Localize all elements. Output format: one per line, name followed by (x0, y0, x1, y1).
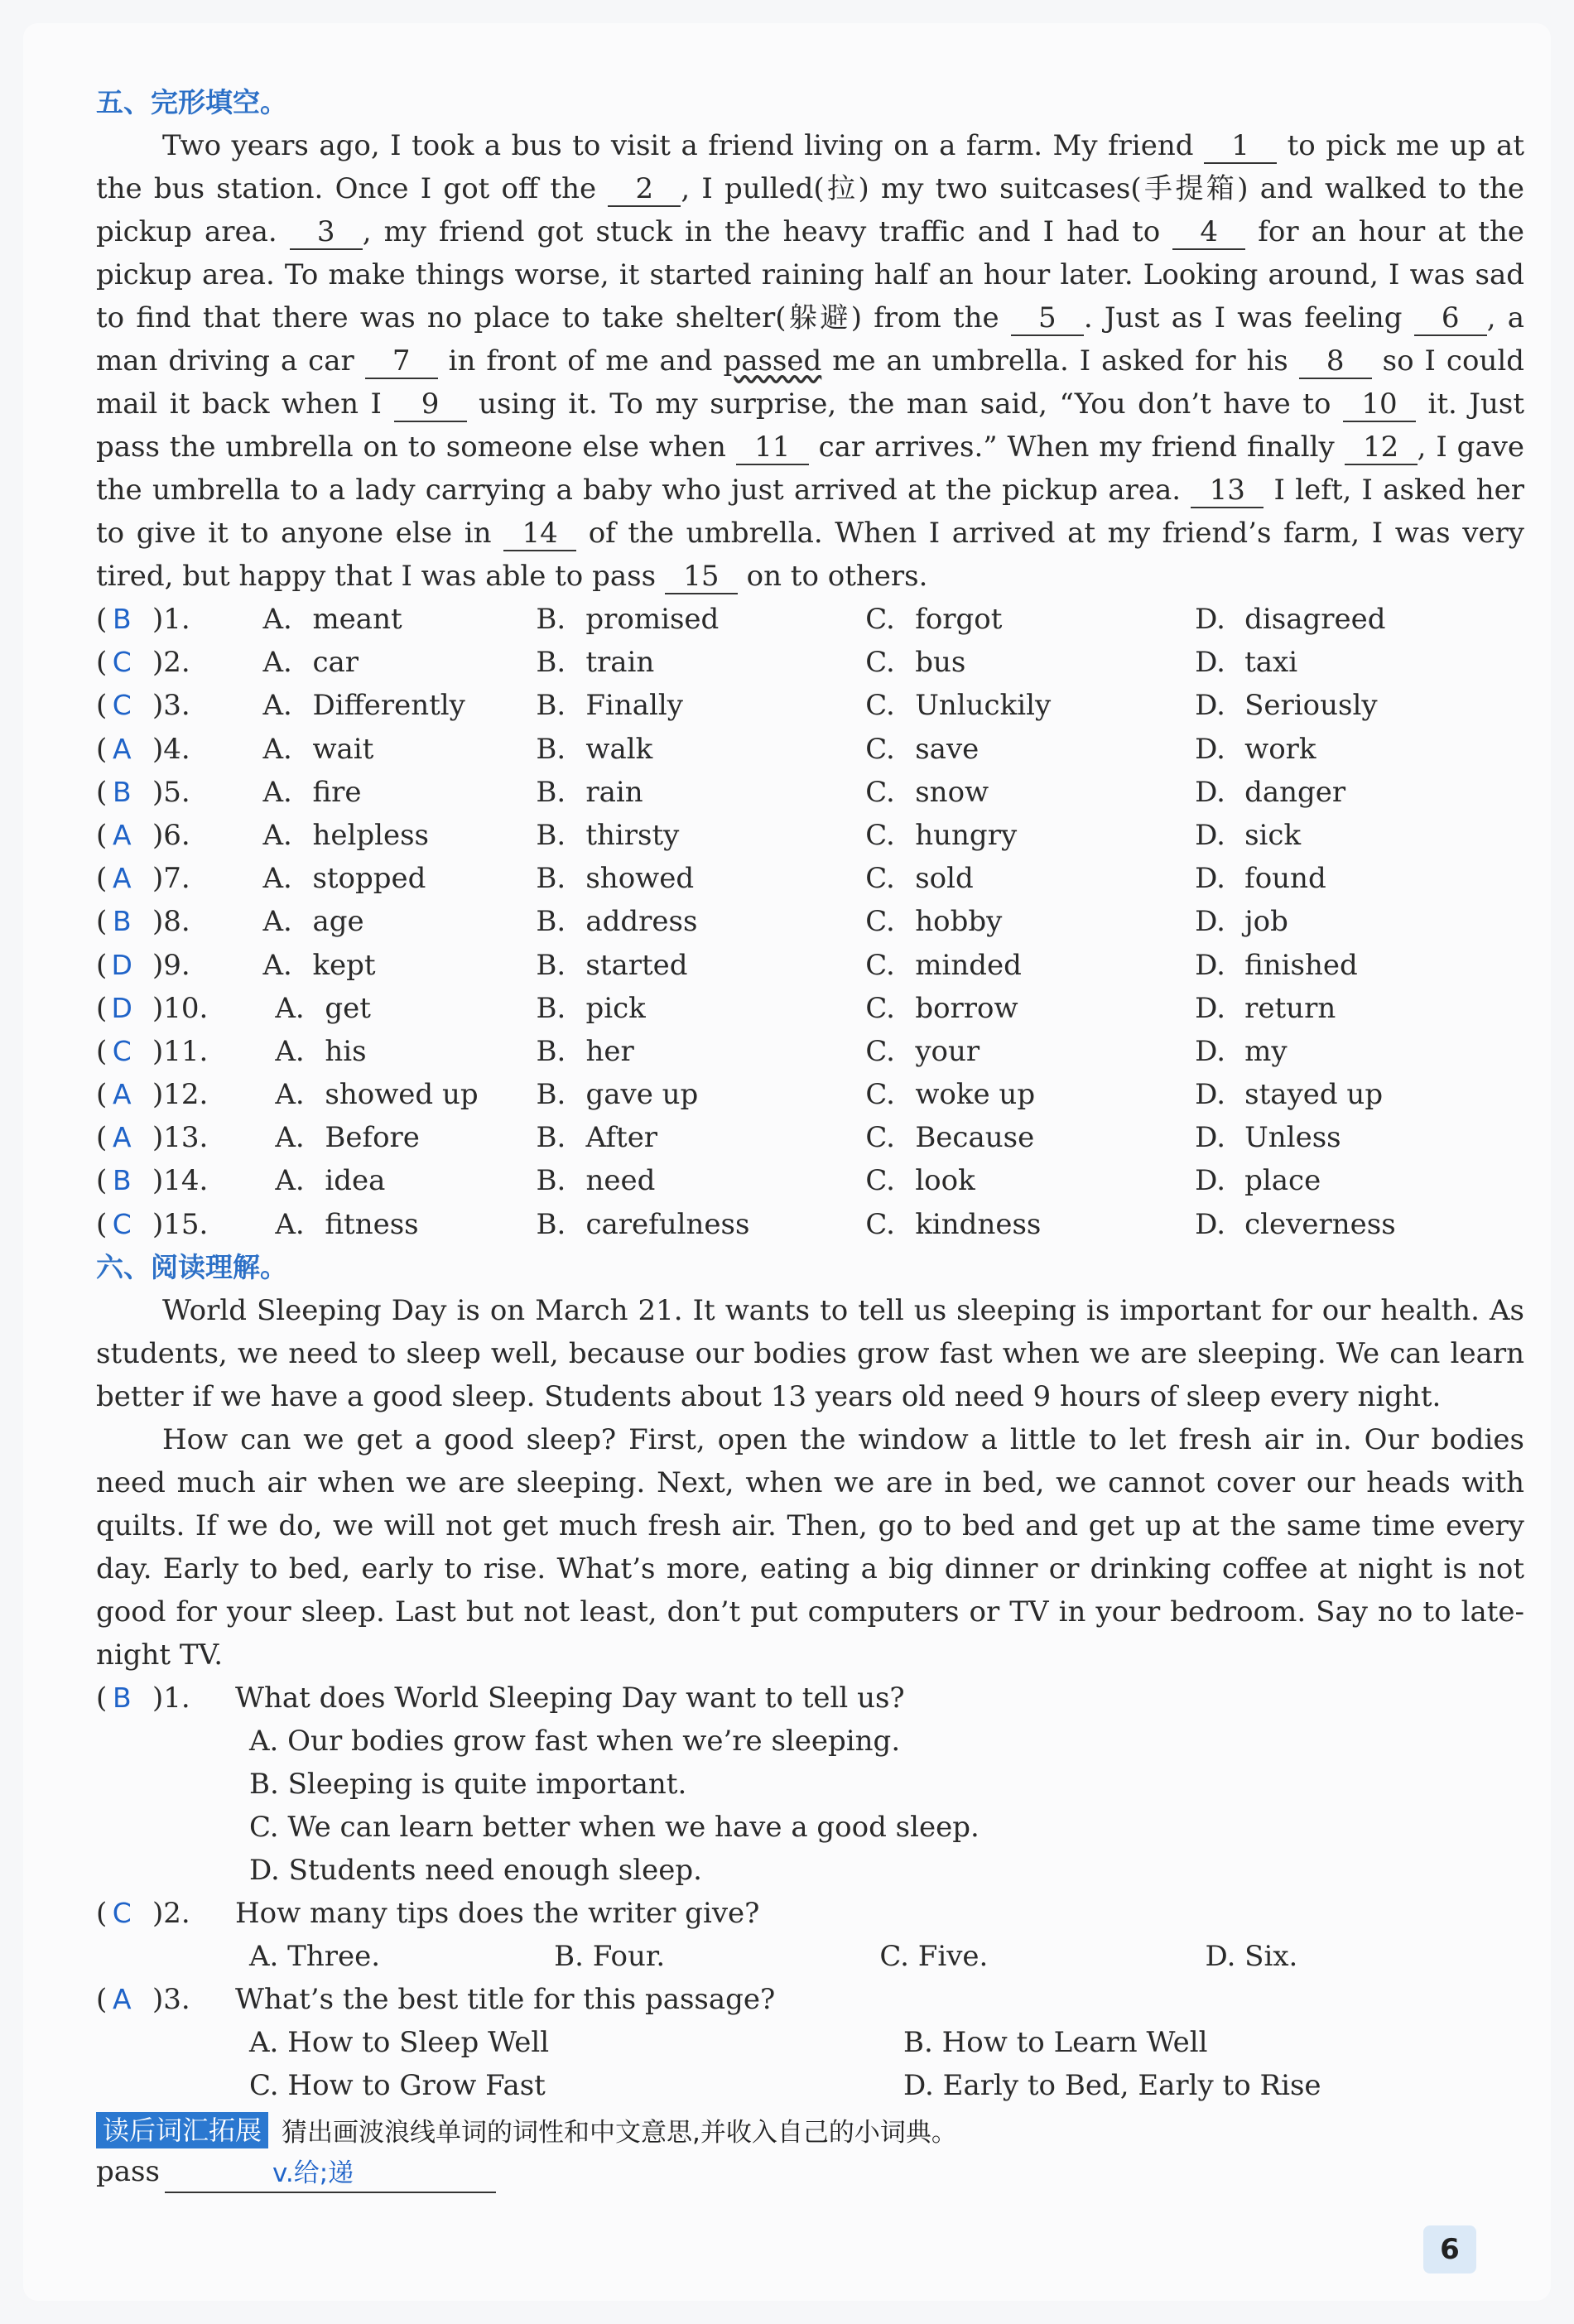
blank[interactable]: 4 (1172, 215, 1245, 250)
option-letter: A. (262, 603, 292, 636)
option-c[interactable]: forgot (915, 603, 1003, 636)
option-letter: C. (865, 905, 895, 939)
paren (96, 1978, 139, 2021)
cloze-text: Two years ago, I took a bus to visit a friend living on a farm. My friend (162, 129, 1205, 162)
option-b[interactable]: walk (585, 732, 653, 766)
answer[interactable]: C (112, 1207, 132, 1240)
paren-open: ( (96, 1164, 108, 1198)
option-letter: A. (275, 1207, 305, 1241)
paren-open: ( (96, 775, 108, 809)
option-list (96, 2021, 1524, 2107)
option-c[interactable]: look (915, 1164, 975, 1198)
answer[interactable]: B (112, 905, 132, 938)
option-a[interactable]: fire (312, 775, 362, 809)
paren-open: ( (96, 603, 108, 636)
option-c[interactable]: sold (915, 862, 974, 896)
cloze-text: of the umbrella. When I arrived at my friend’s farm, I was very tired, but happy that I was able to pass (96, 517, 1524, 593)
reading-question-1 (96, 1677, 1524, 1892)
option-list (96, 1720, 1524, 1892)
vocab-answer[interactable]: v.给;递 (165, 2155, 496, 2193)
answer[interactable]: A (112, 862, 132, 895)
option-letter: C. (865, 991, 895, 1025)
wavy-word: passed (723, 344, 822, 378)
option-letter: D. (1195, 1034, 1225, 1068)
paren (96, 1116, 139, 1159)
cloze-text: to pick me up at the bus station. Once I got off the (96, 129, 1524, 205)
option-letter: D. (1195, 948, 1225, 982)
section-title-cloze: 五、完形填空。 (96, 86, 287, 118)
option-d[interactable]: Seriously (1244, 689, 1378, 723)
option-a[interactable]: stopped (312, 862, 426, 896)
paren (96, 1892, 139, 1935)
paren (96, 987, 139, 1030)
option-d[interactable]: taxi (1244, 646, 1298, 680)
option-list (96, 1935, 1524, 1978)
cloze-text: it. Just pass the umbrella on to someone else when (96, 387, 1524, 464)
paren (96, 814, 139, 857)
option-b[interactable]: rain (585, 775, 643, 809)
paren-open: ( (96, 948, 108, 982)
paren (96, 1159, 139, 1202)
question-number: )12. (152, 1078, 209, 1112)
question-row (96, 1159, 1524, 1202)
paren (96, 1203, 139, 1246)
option-d[interactable]: D. Early to Bed, Early to Rise (903, 2068, 1321, 2102)
cloze-text: in front of me and (437, 344, 724, 378)
paren-open: ( (96, 1078, 108, 1112)
paren (96, 1030, 139, 1073)
blank[interactable]: 10 (1343, 387, 1416, 422)
question-number: )13. (152, 1121, 209, 1155)
option-letter: C. (865, 818, 895, 852)
option-d[interactable]: Unless (1244, 1121, 1341, 1155)
option-letter: A. (262, 689, 292, 723)
option-a[interactable]: Before (325, 1121, 420, 1155)
option-letter: B. (536, 948, 566, 982)
answer[interactable]: C (112, 1896, 132, 1929)
option-d[interactable]: sick (1244, 818, 1302, 852)
option-letter: D. (1195, 775, 1225, 809)
cloze-text: , a man driving a car (96, 301, 1525, 378)
option-letter: D. (1195, 862, 1225, 896)
answer[interactable]: B (112, 775, 132, 808)
option-letter: B. (536, 818, 566, 852)
paren-open: ( (96, 862, 108, 896)
question-number: )7. (152, 862, 190, 896)
option-letter: B. (536, 1034, 566, 1068)
option-letter: A. (262, 818, 292, 852)
answer[interactable]: A (112, 732, 132, 765)
option-a[interactable]: get (325, 991, 371, 1025)
option-letter: B. (536, 689, 566, 723)
blank[interactable]: 14 (503, 517, 576, 551)
option-b[interactable]: B. Sleeping is quite important. (249, 1767, 687, 1801)
option-letter: B. (536, 775, 566, 809)
option-c[interactable]: woke up (915, 1078, 1036, 1112)
question-number: )5. (152, 775, 190, 809)
question-row (96, 598, 1524, 641)
option-letter: B. (536, 862, 566, 896)
cloze-text: so I could mail it back when I (96, 344, 1524, 421)
option-letter: B. (536, 732, 566, 766)
option-d[interactable]: my (1244, 1034, 1288, 1068)
question-stem: What does World Sleeping Day want to tell us? (235, 1681, 905, 1715)
paren-open: ( (96, 732, 108, 766)
answer[interactable]: B (112, 1164, 132, 1197)
cloze-text: me an umbrella. I asked for his (821, 344, 1299, 378)
option-letter: D. (1195, 646, 1225, 680)
option-letter: C. (865, 775, 895, 809)
option-d[interactable]: stayed up (1244, 1078, 1384, 1112)
option-letter: A. (262, 646, 292, 680)
paren-open: ( (96, 1207, 108, 1241)
option-letter: C. (865, 1164, 895, 1198)
cloze-text: for an hour at the pickup area. To make things worse, it started raining half an hour later. Looking around, I was sad to find that there was no place to take shelter(躲避) from the (96, 215, 1524, 334)
option-letter: B. (536, 1164, 566, 1198)
cloze-text: , my friend got stuck in the heavy traffic and I had to (362, 215, 1173, 248)
paren-open: ( (96, 1681, 108, 1715)
cloze-text: . Just as I was feeling (1083, 301, 1414, 334)
option-letter: D. (1195, 1078, 1225, 1112)
option-a[interactable]: showed up (325, 1078, 479, 1112)
worksheet-content (96, 81, 1524, 2193)
paren (96, 1677, 139, 1720)
vocab-entry (96, 2150, 1524, 2193)
option-letter: A. (262, 862, 292, 896)
option-a[interactable]: A. How to Sleep Well (249, 2025, 550, 2059)
blank[interactable]: 7 (365, 344, 438, 379)
question-number: )1. (152, 603, 190, 636)
paren (96, 771, 139, 814)
option-c[interactable]: save (915, 732, 980, 766)
option-letter: C. (865, 689, 895, 723)
option-letter: B. (536, 991, 566, 1025)
option-c[interactable]: C. How to Grow Fast (249, 2068, 546, 2102)
cloze-passage (96, 124, 1524, 598)
question-row (96, 728, 1524, 771)
question-row (96, 814, 1524, 857)
option-letter: C. (865, 646, 895, 680)
vocab-tag: 读后词汇拓展 (96, 2112, 268, 2148)
option-a[interactable]: age (312, 905, 364, 939)
option-c[interactable]: Unluckily (915, 689, 1052, 723)
question-number: )15. (152, 1207, 209, 1241)
option-letter: A. (275, 1034, 305, 1068)
question-row (96, 900, 1524, 943)
option-d[interactable]: return (1244, 991, 1336, 1025)
question-row (96, 684, 1524, 727)
option-b[interactable]: need (585, 1164, 656, 1198)
option-letter: D. (1195, 818, 1225, 852)
blank[interactable]: 2 (608, 172, 681, 207)
paren (96, 728, 139, 771)
blank[interactable]: 3 (290, 215, 363, 250)
answer[interactable]: A (112, 1078, 132, 1111)
question-number: )3. (152, 1982, 190, 2016)
option-letter: C. (865, 1078, 895, 1112)
option-letter: A. (275, 991, 305, 1025)
paren-open: ( (96, 646, 108, 680)
option-d[interactable]: found (1244, 862, 1326, 896)
option-d[interactable]: work (1244, 732, 1316, 766)
option-c[interactable]: Because (915, 1121, 1035, 1155)
cloze-text: , I pulled(拉) my two suitcases(手提箱) and walked to the pickup area. (96, 172, 1524, 248)
option-b[interactable]: B. Four. (554, 1939, 666, 1973)
option-c[interactable]: your (915, 1034, 980, 1068)
option-a[interactable]: fitness (325, 1207, 419, 1241)
option-d[interactable]: place (1244, 1164, 1321, 1198)
question-number: )2. (152, 646, 190, 680)
question-number: )3. (152, 689, 190, 723)
option-letter: B. (536, 1207, 566, 1241)
option-a[interactable]: his (325, 1034, 367, 1068)
question-number: )14. (152, 1164, 209, 1198)
section-title-reading: 六、阅读理解。 (96, 1250, 287, 1283)
paren-open: ( (96, 1982, 108, 2016)
option-b[interactable]: showed (585, 862, 695, 896)
option-b[interactable]: carefulness (585, 1207, 750, 1241)
answer[interactable]: C (112, 646, 132, 679)
question-number: )10. (152, 991, 209, 1025)
option-b[interactable]: started (585, 948, 688, 982)
option-letter: D. (1195, 905, 1225, 939)
blank[interactable]: 13 (1191, 474, 1264, 508)
option-d[interactable]: finished (1244, 948, 1358, 982)
option-b[interactable]: promised (585, 603, 720, 636)
blank[interactable]: 15 (665, 560, 738, 594)
option-c[interactable]: snow (915, 775, 989, 809)
option-letter: B. (536, 1121, 566, 1155)
blank[interactable]: 8 (1299, 344, 1372, 379)
option-d[interactable]: D. Six. (1205, 1939, 1298, 1973)
option-a[interactable]: A. Our bodies grow fast when we’re sleeping. (249, 1724, 901, 1758)
option-d[interactable]: danger (1244, 775, 1346, 809)
option-b[interactable]: address (585, 905, 698, 939)
question-row (96, 944, 1524, 987)
question-row (96, 1116, 1524, 1159)
paren (96, 1073, 139, 1116)
option-c[interactable]: C. Five. (879, 1939, 989, 1973)
question-stem: What’s the best title for this passage? (235, 1982, 776, 2016)
page (23, 23, 1551, 2301)
option-d[interactable]: cleverness (1244, 1207, 1396, 1241)
paren-open: ( (96, 689, 108, 723)
question-row (96, 987, 1524, 1030)
option-c[interactable]: C. We can learn better when we have a good sleep. (249, 1810, 980, 1844)
option-d[interactable]: job (1244, 905, 1288, 939)
paren (96, 598, 139, 641)
vocab-extension (96, 2110, 1524, 2150)
cloze-text: car arrives.” When my friend finally (808, 431, 1345, 464)
option-letter: B. (536, 646, 566, 680)
option-letter: A. (275, 1121, 305, 1155)
option-b[interactable]: gave up (585, 1078, 699, 1112)
cloze-text: on to others. (737, 560, 928, 593)
question-row (96, 771, 1524, 814)
cloze-text: using it. To my surprise, the man said, “You don’t have to (466, 387, 1343, 421)
option-c[interactable]: kindness (915, 1207, 1042, 1241)
option-letter: C. (865, 1207, 895, 1241)
option-b[interactable]: Finally (585, 689, 683, 723)
question-row (96, 641, 1524, 684)
paren (96, 684, 139, 727)
option-b[interactable]: B. How to Learn Well (903, 2025, 1208, 2059)
answer[interactable]: A (112, 818, 132, 851)
option-c[interactable]: bus (915, 646, 966, 680)
question-row (96, 1073, 1524, 1116)
option-d[interactable]: D. Students need enough sleep. (249, 1853, 702, 1887)
option-letter: C. (865, 1034, 895, 1068)
paren-open: ( (96, 818, 108, 852)
paragraph-text: How can we get a good sleep? First, open the window a little to let fresh air in. Our bodies need much air when we are sleeping. Next, when we are in bed, we cannot cover our heads with quilts. If we do, we will not get much fresh air. Then, go to bed and get up at the same time every day. Early to bed, early to rise. What’s more, eating a big dinner or drinking coffee at night is not good for your sleep. Last but not least, don’t put computers or TV in your bedroom. Say no to late-night TV. (96, 1422, 1524, 1672)
option-a[interactable]: A. Three. (249, 1939, 381, 1973)
blank[interactable]: 12 (1345, 431, 1418, 465)
answer[interactable]: C (112, 689, 132, 722)
option-b[interactable]: After (585, 1121, 658, 1155)
option-letter: D. (1195, 1207, 1225, 1241)
question-row (96, 857, 1524, 900)
question-number: )6. (152, 818, 190, 852)
option-b[interactable]: train (585, 646, 655, 680)
option-letter: A. (262, 905, 292, 939)
option-b[interactable]: pick (585, 991, 646, 1025)
cloze-questions (96, 598, 1524, 1246)
paren-open: ( (96, 991, 108, 1025)
blank[interactable]: 6 (1414, 301, 1487, 336)
option-a[interactable]: idea (325, 1164, 386, 1198)
option-b[interactable]: thirsty (585, 818, 680, 852)
answer[interactable]: B (112, 1681, 132, 1714)
question-number: )2. (152, 1896, 190, 1930)
option-letter: A. (275, 1164, 305, 1198)
option-letter: D. (1195, 689, 1225, 723)
answer[interactable]: D (111, 991, 132, 1024)
option-a[interactable]: kept (312, 948, 376, 982)
blank[interactable]: 5 (1011, 301, 1084, 336)
question-row (96, 1030, 1524, 1073)
reading-paragraph-1 (96, 1289, 1524, 1418)
option-a[interactable]: car (312, 646, 359, 680)
option-a[interactable]: wait (312, 732, 374, 766)
question-number: )9. (152, 948, 190, 982)
option-letter: D. (1195, 732, 1225, 766)
option-c[interactable]: minded (915, 948, 1022, 982)
option-a[interactable]: meant (312, 603, 402, 636)
option-d[interactable]: disagreed (1244, 603, 1386, 636)
blank[interactable]: 11 (736, 431, 809, 465)
option-letter: C. (865, 732, 895, 766)
option-b[interactable]: her (585, 1034, 634, 1068)
option-c[interactable]: hungry (915, 818, 1018, 852)
reading-question-2 (96, 1892, 1524, 1978)
answer[interactable]: A (112, 1982, 132, 2015)
option-letter: B. (536, 603, 566, 636)
question-number: )4. (152, 732, 190, 766)
paren (96, 944, 139, 987)
option-c[interactable]: borrow (915, 991, 1018, 1025)
paren-open: ( (96, 905, 108, 939)
option-a[interactable]: helpless (312, 818, 429, 852)
option-letter: D. (1195, 1121, 1225, 1155)
paren (96, 900, 139, 943)
option-letter: A. (262, 732, 292, 766)
paren (96, 857, 139, 900)
paren-open: ( (96, 1896, 108, 1930)
option-letter: C. (865, 862, 895, 896)
paragraph-text: World Sleeping Day is on March 21. It wants to tell us sleeping is important for our health. As students, we need to sleep well, because our bodies grow fast when we are sleeping. We can learn better if we have a good sleep. Students about 13 years old need 9 hours of sleep every night. (96, 1293, 1524, 1413)
reading-paragraph-2 (96, 1418, 1524, 1677)
question-number: )8. (152, 905, 190, 939)
option-c[interactable]: hobby (915, 905, 1003, 939)
answer[interactable]: B (112, 603, 132, 635)
option-letter: A. (262, 948, 292, 982)
page-number: 6 (1423, 2225, 1476, 2273)
blank[interactable]: 1 (1204, 129, 1277, 164)
question-row (96, 1203, 1524, 1246)
answer[interactable]: A (112, 1121, 132, 1154)
option-letter: B. (536, 1078, 566, 1112)
blank[interactable]: 9 (394, 387, 467, 422)
cloze-text: I left, I asked her to give it to anyone else in (96, 474, 1524, 550)
paren-open: ( (96, 1121, 108, 1155)
question-number: )11. (152, 1034, 209, 1068)
option-letter: D. (1195, 991, 1225, 1025)
question-number: )1. (152, 1681, 190, 1715)
option-letter: A. (262, 775, 292, 809)
option-letter: D. (1195, 1164, 1225, 1198)
reading-question-3 (96, 1978, 1524, 2107)
option-a[interactable]: Differently (312, 689, 465, 723)
answer[interactable]: D (111, 948, 132, 981)
answer[interactable]: C (112, 1034, 132, 1067)
cloze-text: , I gave the umbrella to a lady carrying a baby who just arrived at the pickup area. (96, 431, 1524, 507)
paren (96, 641, 139, 684)
option-letter: A. (275, 1078, 305, 1112)
question-stem: How many tips does the writer give? (235, 1896, 760, 1930)
vocab-instruction: 猜出画波浪线单词的词性和中文意思,并收入自己的小词典。 (282, 2118, 957, 2148)
option-letter: C. (865, 948, 895, 982)
option-letter: C. (865, 1121, 895, 1155)
paren-open: ( (96, 1034, 108, 1068)
option-letter: C. (865, 603, 895, 636)
option-letter: D. (1195, 603, 1225, 636)
vocab-word: pass (96, 2154, 160, 2188)
option-letter: B. (536, 905, 566, 939)
